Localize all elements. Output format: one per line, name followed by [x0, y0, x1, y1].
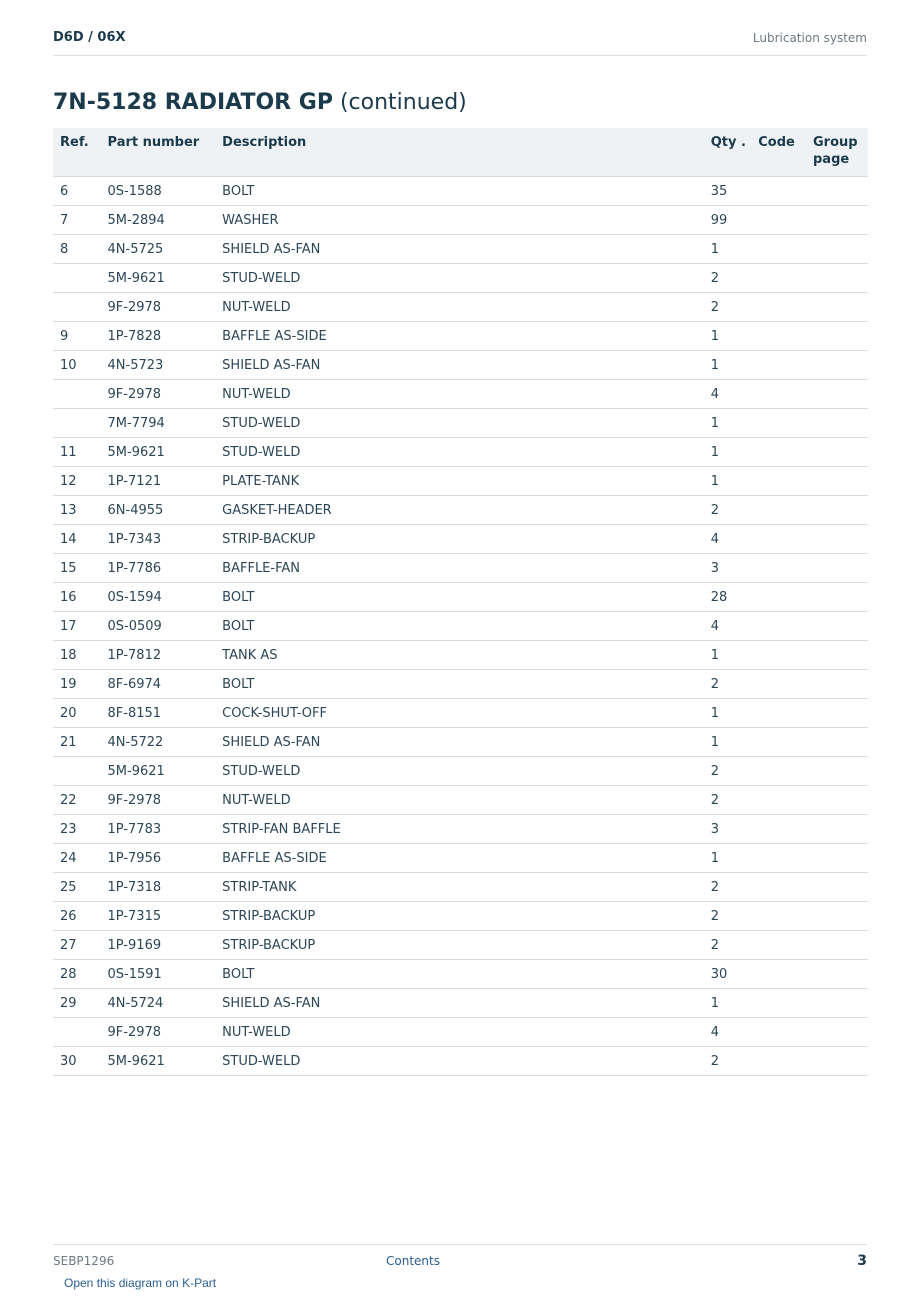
cell-group-page	[806, 438, 868, 467]
column-header-description: Description	[215, 128, 704, 177]
cell-group-page	[806, 786, 868, 815]
kpart-diagram-link[interactable]: Open this diagram on K-Part	[64, 1276, 217, 1290]
cell-qty: 1	[704, 409, 752, 438]
cell-code	[751, 380, 806, 409]
cell-group-page	[806, 235, 868, 264]
cell-qty: 2	[704, 902, 752, 931]
table-header-row	[53, 128, 868, 177]
cell-part-number: 4N-5724	[101, 989, 216, 1018]
cell-ref: 30	[53, 1047, 101, 1076]
table-row	[53, 467, 868, 496]
title-suffix: (continued)	[332, 90, 467, 115]
table-row	[53, 351, 868, 380]
column-header-part-number: Part number	[101, 128, 216, 177]
cell-qty: 1	[704, 641, 752, 670]
cell-qty: 1	[704, 322, 752, 351]
cell-code	[751, 583, 806, 612]
cell-qty: 1	[704, 989, 752, 1018]
cell-group-page	[806, 264, 868, 293]
cell-part-number: 1P-7956	[101, 844, 216, 873]
cell-qty: 1	[704, 728, 752, 757]
cell-ref	[53, 1018, 101, 1047]
model-label: D6D / 06X	[53, 30, 126, 45]
cell-ref: 15	[53, 554, 101, 583]
cell-group-page	[806, 322, 868, 351]
cell-code	[751, 177, 806, 206]
cell-ref: 12	[53, 467, 101, 496]
cell-group-page	[806, 612, 868, 641]
cell-qty: 1	[704, 351, 752, 380]
cell-description: STUD-WELD	[215, 409, 704, 438]
cell-group-page	[806, 380, 868, 409]
cell-description: SHIELD AS-FAN	[215, 235, 704, 264]
cell-part-number: 5M-9621	[101, 438, 216, 467]
title-main: 7N-5128 RADIATOR GP	[53, 90, 333, 115]
table-row	[53, 554, 868, 583]
cell-ref: 24	[53, 844, 101, 873]
cell-description: STUD-WELD	[215, 1047, 704, 1076]
cell-code	[751, 902, 806, 931]
cell-qty: 2	[704, 293, 752, 322]
column-header-qty: Qty .	[704, 128, 752, 177]
cell-group-page	[806, 873, 868, 902]
cell-code	[751, 931, 806, 960]
parts-table	[53, 128, 868, 1076]
page-footer	[53, 1244, 867, 1275]
cell-part-number: 9F-2978	[101, 786, 216, 815]
cell-ref: 10	[53, 351, 101, 380]
table-row	[53, 873, 868, 902]
cell-group-page	[806, 1018, 868, 1047]
table-row	[53, 844, 868, 873]
cell-part-number: 1P-7812	[101, 641, 216, 670]
table-row	[53, 1018, 868, 1047]
table-row	[53, 815, 868, 844]
table-row	[53, 177, 868, 206]
cell-part-number: 0S-0509	[101, 612, 216, 641]
cell-qty: 2	[704, 1047, 752, 1076]
table-row	[53, 235, 868, 264]
cell-qty: 4	[704, 380, 752, 409]
cell-group-page	[806, 351, 868, 380]
cell-code	[751, 206, 806, 235]
cell-description: BOLT	[215, 670, 704, 699]
cell-part-number: 6N-4955	[101, 496, 216, 525]
cell-ref	[53, 293, 101, 322]
cell-code	[751, 960, 806, 989]
cell-qty: 1	[704, 467, 752, 496]
table-row	[53, 757, 868, 786]
cell-part-number: 7M-7794	[101, 409, 216, 438]
table-row	[53, 728, 868, 757]
cell-ref: 28	[53, 960, 101, 989]
cell-ref: 8	[53, 235, 101, 264]
cell-qty: 1	[704, 235, 752, 264]
cell-ref: 9	[53, 322, 101, 351]
cell-description: NUT-WELD	[215, 1018, 704, 1047]
cell-description: BOLT	[215, 612, 704, 641]
cell-part-number: 0S-1594	[101, 583, 216, 612]
table-row	[53, 583, 868, 612]
cell-qty: 4	[704, 525, 752, 554]
cell-ref: 20	[53, 699, 101, 728]
cell-code	[751, 873, 806, 902]
table-row	[53, 438, 868, 467]
table-row	[53, 960, 868, 989]
cell-code	[751, 786, 806, 815]
cell-ref: 26	[53, 902, 101, 931]
cell-part-number: 5M-9621	[101, 1047, 216, 1076]
cell-group-page	[806, 844, 868, 873]
cell-qty: 3	[704, 815, 752, 844]
table-row	[53, 699, 868, 728]
cell-description: GASKET-HEADER	[215, 496, 704, 525]
table-row	[53, 322, 868, 351]
cell-qty: 2	[704, 786, 752, 815]
table-row	[53, 1047, 868, 1076]
cell-part-number: 4N-5725	[101, 235, 216, 264]
cell-group-page	[806, 699, 868, 728]
cell-description: BAFFLE AS-SIDE	[215, 322, 704, 351]
cell-code	[751, 1018, 806, 1047]
table-row	[53, 264, 868, 293]
cell-code	[751, 728, 806, 757]
cell-qty: 99	[704, 206, 752, 235]
cell-code	[751, 989, 806, 1018]
cell-description: STUD-WELD	[215, 757, 704, 786]
table-row	[53, 786, 868, 815]
cell-code	[751, 815, 806, 844]
cell-qty: 1	[704, 844, 752, 873]
cell-description: PLATE-TANK	[215, 467, 704, 496]
cell-qty: 2	[704, 757, 752, 786]
page-header	[53, 22, 867, 56]
cell-qty: 30	[704, 960, 752, 989]
cell-part-number: 9F-2978	[101, 1018, 216, 1047]
cell-ref	[53, 757, 101, 786]
cell-part-number: 1P-9169	[101, 931, 216, 960]
cell-group-page	[806, 525, 868, 554]
cell-qty: 2	[704, 264, 752, 293]
cell-qty: 2	[704, 670, 752, 699]
cell-ref	[53, 264, 101, 293]
cell-part-number: 5M-9621	[101, 757, 216, 786]
table-row	[53, 293, 868, 322]
table-row	[53, 380, 868, 409]
cell-ref: 7	[53, 206, 101, 235]
cell-part-number: 1P-7786	[101, 554, 216, 583]
document-id: SEBP1296	[53, 1254, 115, 1268]
cell-code	[751, 670, 806, 699]
cell-group-page	[806, 409, 868, 438]
table-row	[53, 612, 868, 641]
table-row	[53, 902, 868, 931]
cell-part-number: 1P-7828	[101, 322, 216, 351]
cell-ref: 11	[53, 438, 101, 467]
table-row	[53, 496, 868, 525]
cell-description: COCK-SHUT-OFF	[215, 699, 704, 728]
cell-group-page	[806, 815, 868, 844]
cell-code	[751, 293, 806, 322]
table-row	[53, 670, 868, 699]
cell-group-page	[806, 467, 868, 496]
column-header-ref: Ref.	[53, 128, 101, 177]
cell-description: STRIP-BACKUP	[215, 525, 704, 554]
page-number: 3	[857, 1253, 867, 1269]
cell-ref: 14	[53, 525, 101, 554]
cell-code	[751, 1047, 806, 1076]
cell-part-number: 1P-7318	[101, 873, 216, 902]
cell-code	[751, 525, 806, 554]
cell-code	[751, 612, 806, 641]
cell-qty: 3	[704, 554, 752, 583]
cell-code	[751, 496, 806, 525]
table-row	[53, 409, 868, 438]
cell-ref	[53, 380, 101, 409]
cell-description: SHIELD AS-FAN	[215, 728, 704, 757]
cell-ref: 23	[53, 815, 101, 844]
cell-ref: 16	[53, 583, 101, 612]
cell-ref	[53, 409, 101, 438]
cell-group-page	[806, 177, 868, 206]
cell-qty: 1	[704, 438, 752, 467]
cell-description: TANK AS	[215, 641, 704, 670]
cell-qty: 28	[704, 583, 752, 612]
cell-group-page	[806, 728, 868, 757]
cell-group-page	[806, 931, 868, 960]
cell-qty: 4	[704, 612, 752, 641]
cell-group-page	[806, 641, 868, 670]
cell-group-page	[806, 496, 868, 525]
cell-ref: 18	[53, 641, 101, 670]
cell-description: BOLT	[215, 177, 704, 206]
cell-group-page	[806, 670, 868, 699]
cell-ref: 27	[53, 931, 101, 960]
cell-description: STRIP-BACKUP	[215, 931, 704, 960]
cell-group-page	[806, 206, 868, 235]
cell-description: STRIP-FAN BAFFLE	[215, 815, 704, 844]
column-header-group-page: Group page	[806, 128, 868, 177]
cell-description: STRIP-TANK	[215, 873, 704, 902]
cell-description: BOLT	[215, 583, 704, 612]
cell-group-page	[806, 989, 868, 1018]
cell-code	[751, 438, 806, 467]
cell-description: BOLT	[215, 960, 704, 989]
cell-description: SHIELD AS-FAN	[215, 351, 704, 380]
cell-qty: 2	[704, 931, 752, 960]
cell-ref: 13	[53, 496, 101, 525]
cell-description: NUT-WELD	[215, 786, 704, 815]
cell-ref: 22	[53, 786, 101, 815]
cell-qty: 1	[704, 699, 752, 728]
cell-code	[751, 757, 806, 786]
cell-qty: 2	[704, 496, 752, 525]
cell-ref: 6	[53, 177, 101, 206]
cell-ref: 21	[53, 728, 101, 757]
cell-part-number: 1P-7315	[101, 902, 216, 931]
cell-description: NUT-WELD	[215, 293, 704, 322]
page-title	[53, 90, 467, 115]
cell-group-page	[806, 902, 868, 931]
table-body	[53, 177, 868, 1076]
cell-code	[751, 264, 806, 293]
cell-description: STRIP-BACKUP	[215, 902, 704, 931]
cell-code	[751, 641, 806, 670]
cell-ref: 25	[53, 873, 101, 902]
cell-part-number: 1P-7783	[101, 815, 216, 844]
cell-code	[751, 235, 806, 264]
cell-qty: 2	[704, 873, 752, 902]
cell-qty: 35	[704, 177, 752, 206]
cell-code	[751, 844, 806, 873]
cell-description: BAFFLE AS-SIDE	[215, 844, 704, 873]
cell-part-number: 8F-8151	[101, 699, 216, 728]
cell-code	[751, 699, 806, 728]
cell-code	[751, 554, 806, 583]
cell-description: NUT-WELD	[215, 380, 704, 409]
cell-part-number: 0S-1588	[101, 177, 216, 206]
cell-group-page	[806, 293, 868, 322]
cell-part-number: 0S-1591	[101, 960, 216, 989]
cell-code	[751, 351, 806, 380]
cell-part-number: 5M-2894	[101, 206, 216, 235]
cell-description: BAFFLE-FAN	[215, 554, 704, 583]
cell-ref: 29	[53, 989, 101, 1018]
cell-code	[751, 467, 806, 496]
cell-description: SHIELD AS-FAN	[215, 989, 704, 1018]
cell-ref: 17	[53, 612, 101, 641]
cell-description: STUD-WELD	[215, 264, 704, 293]
cell-group-page	[806, 757, 868, 786]
cell-group-page	[806, 960, 868, 989]
cell-code	[751, 322, 806, 351]
cell-qty: 4	[704, 1018, 752, 1047]
cell-part-number: 5M-9621	[101, 264, 216, 293]
cell-part-number: 4N-5722	[101, 728, 216, 757]
cell-part-number: 9F-2978	[101, 293, 216, 322]
column-header-code: Code	[751, 128, 806, 177]
cell-ref: 19	[53, 670, 101, 699]
cell-part-number: 1P-7121	[101, 467, 216, 496]
table-row	[53, 641, 868, 670]
cell-part-number: 8F-6974	[101, 670, 216, 699]
contents-link[interactable]: Contents	[386, 1254, 440, 1268]
cell-description: STUD-WELD	[215, 438, 704, 467]
cell-part-number: 1P-7343	[101, 525, 216, 554]
cell-description: WASHER	[215, 206, 704, 235]
cell-group-page	[806, 583, 868, 612]
cell-group-page	[806, 1047, 868, 1076]
cell-part-number: 4N-5723	[101, 351, 216, 380]
table-row	[53, 931, 868, 960]
table-row	[53, 989, 868, 1018]
section-label: Lubrication system	[752, 31, 867, 45]
table-row	[53, 525, 868, 554]
cell-code	[751, 409, 806, 438]
table-row	[53, 206, 868, 235]
cell-part-number: 9F-2978	[101, 380, 216, 409]
cell-group-page	[806, 554, 868, 583]
